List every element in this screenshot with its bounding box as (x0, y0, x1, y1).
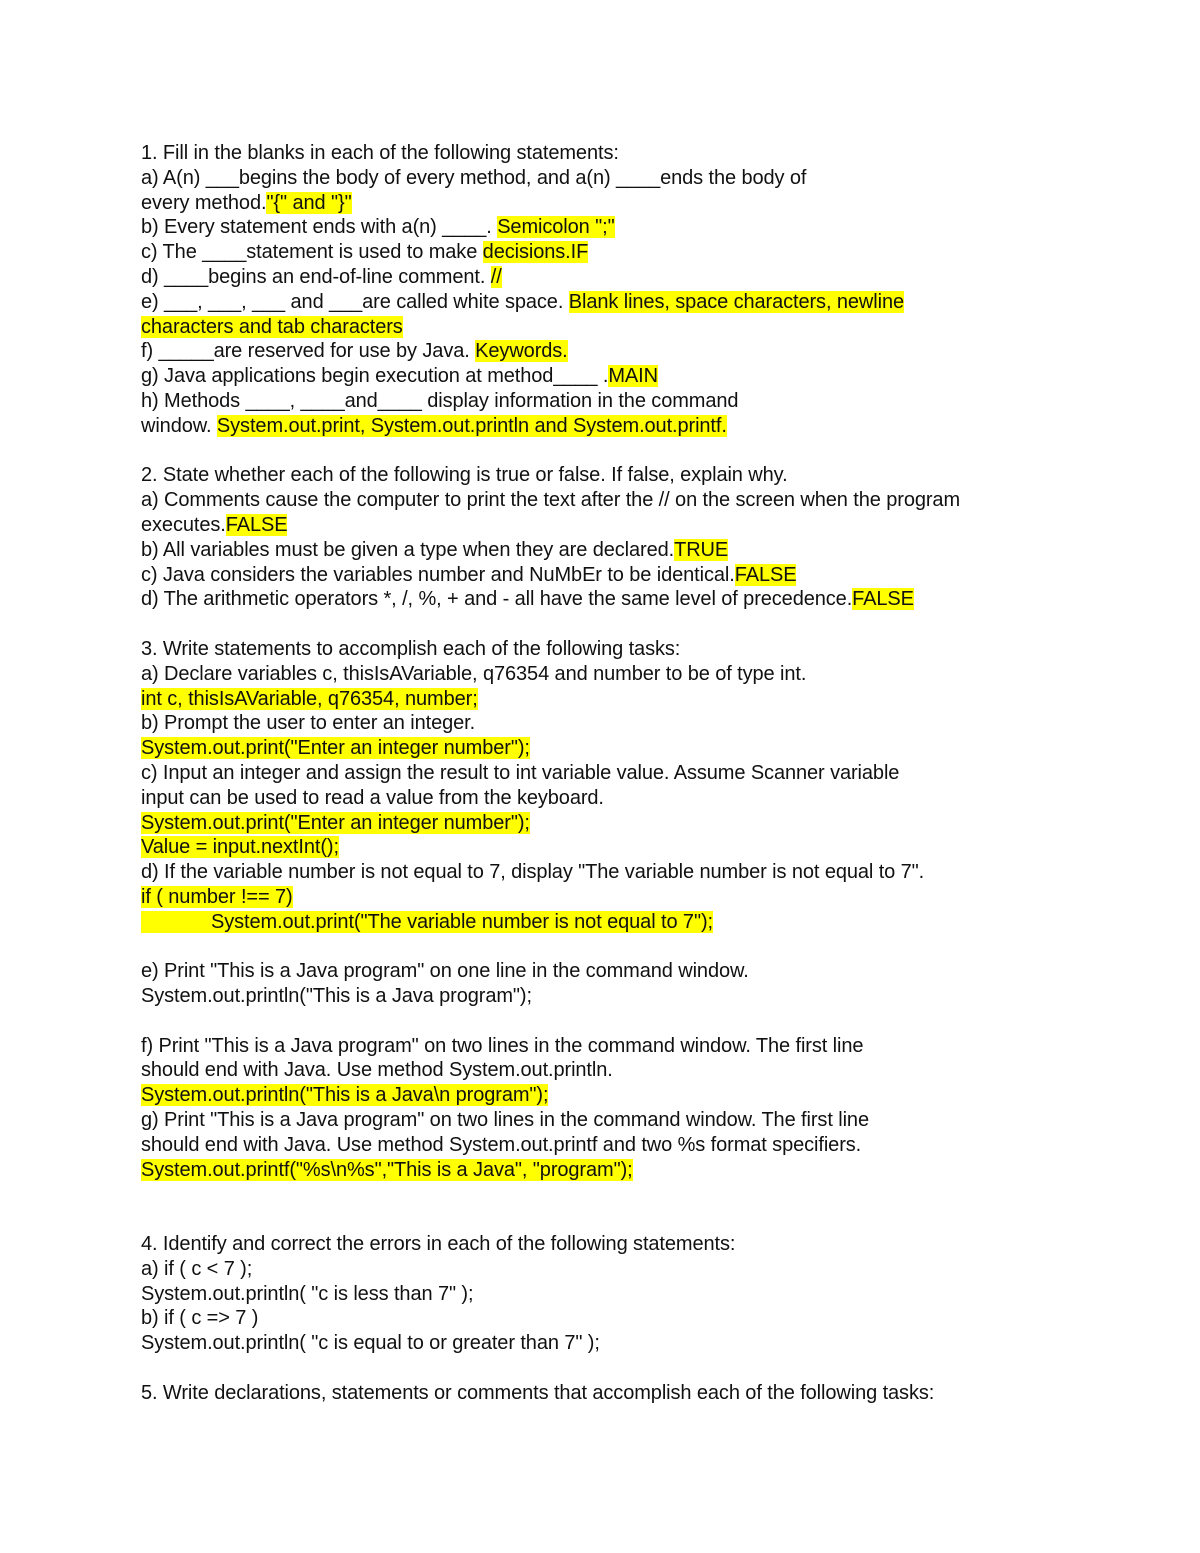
q3-c-line4 (141, 835, 1101, 860)
q3-d-answer-2: System.out.print("The variable number is not equal to 7"); (211, 910, 713, 933)
q2-a-question-cont: executes. (141, 513, 226, 536)
q3-g-question: g) Print "This is a Java program" on two lines in the command window. The first line (141, 1109, 869, 1132)
q3-heading: 3. Write statements to accomplish each of the following tasks: (141, 637, 681, 660)
spacer (141, 439, 1101, 464)
q1-h-answer: System.out.print, System.out.println and System.out.printf. (216, 414, 727, 437)
q1-a-answer: "{" and "}" (266, 191, 352, 214)
q2-d-answer: FALSE (852, 588, 914, 611)
q2-d-line (141, 587, 1101, 612)
q3-g-question-cont: should end with Java. Use method System.out.printf and two %s format specifiers. (141, 1133, 862, 1156)
q1-g-line (141, 364, 1101, 389)
q4-heading: 4. Identify and correct the errors in each of the following statements: (141, 1233, 736, 1256)
q1-d-question: d) ____begins an end-of-line comment. (141, 265, 491, 288)
q1-a-question: a) A(n) ___begins the body of every method, and a(n) ____ends the body of (141, 166, 807, 189)
q1-g-answer: MAIN (608, 365, 658, 388)
q3-f-line3 (141, 1083, 1101, 1108)
q3-f-question: f) Print "This is a Java program" on two lines in the command window. The first line (141, 1034, 864, 1057)
q1-e-question: e) ___, ___, ___ and ___are called white space. (141, 290, 569, 313)
q2-c-line (141, 563, 1101, 588)
q1-b-line (141, 215, 1101, 240)
q2-c-answer: FALSE (734, 563, 797, 586)
q3-d-answer-2-wrap (141, 911, 713, 933)
q1-c-line (141, 240, 1101, 265)
spacer (141, 1356, 1101, 1381)
q2-b-question: b) All variables must be given a type when they are declared. (141, 538, 675, 561)
q5-heading: 5. Write declarations, statements or comments that accomplish each of the following tasks: (141, 1381, 935, 1404)
q1-d-line (141, 265, 1101, 290)
q3-b-answer: System.out.print("Enter an integer number"); (141, 737, 530, 760)
q2-heading: 2. State whether each of the following is true or false. If false, explain why. (141, 464, 788, 487)
q3-b-line2 (141, 736, 1101, 761)
q3-d-line2 (141, 885, 1101, 910)
q1-c-question: c) The ____statement is used to make (141, 241, 483, 264)
q3-c-question: c) Input an integer and assign the result to int variable value. Assume Scanner variable (141, 761, 900, 784)
q3-a-line2 (141, 687, 1101, 712)
q3-d-question: d) If the variable number is not equal to 7, display "The variable number is not equal to 7". (141, 861, 925, 884)
spacer (141, 1009, 1101, 1034)
q4-b-statement: b) if ( c => 7 ) (141, 1307, 259, 1330)
q4-a-statement-cont: System.out.println( "c is less than 7" ); (141, 1282, 474, 1305)
q2-d-question: d) The arithmetic operators *, /, %, + and - all have the same level of precedence. (141, 588, 853, 611)
q3-c-line3 (141, 811, 1101, 836)
q3-c-answer-2: Value = input.nextInt(); (141, 836, 339, 859)
q1-f-answer: Keywords. (475, 340, 568, 363)
q1-b-question: b) Every statement ends with a(n) ____. (141, 216, 498, 239)
q3-b-question: b) Prompt the user to enter an integer. (141, 712, 476, 735)
q1-a-line2 (141, 191, 1101, 216)
q4-b-statement-cont: System.out.println( "c is equal to or greater than 7" ); (141, 1332, 600, 1355)
q3-d-answer-1: if ( number !== 7) (141, 885, 293, 908)
q4-a-statement: a) if ( c < 7 ); (141, 1257, 253, 1280)
spacer (141, 1182, 1101, 1207)
q1-h-question: h) Methods ____, ____and____ display information in the command (141, 389, 739, 412)
q1-h-question-cont: window. (141, 414, 217, 437)
spacer (141, 935, 1101, 960)
q3-f-question-cont: should end with Java. Use method System.out.println. (141, 1059, 613, 1082)
q3-a-question: a) Declare variables c, thisIsAVariable, q76354 and number to be of type int. (141, 662, 807, 685)
q3-g-line3 (141, 1158, 1101, 1183)
q1-f-question: f) _____are reserved for use by Java. (141, 340, 476, 363)
q2-a-question: a) Comments cause the computer to print the text after the // on the screen when the program (141, 489, 961, 512)
q1-c-answer: decisions.IF (482, 241, 589, 264)
q3-d-line3 (141, 910, 1101, 935)
q1-d-answer: // (490, 265, 502, 288)
spacer (141, 1207, 1101, 1232)
q2-b-line (141, 538, 1101, 563)
q1-heading: 1. Fill in the blanks in each of the following statements: (141, 142, 619, 164)
q3-g-answer: System.out.printf("%s\n%s","This is a Java", "program"); (141, 1158, 633, 1181)
document-body (141, 141, 1101, 1406)
q1-e-line (141, 290, 1101, 315)
q1-b-answer: Semicolon ";" (497, 216, 615, 239)
q3-e-answer: System.out.println("This is a Java program"); (141, 985, 532, 1008)
q3-a-answer: int c, thisIsAVariable, q76354, number; (141, 687, 478, 710)
q2-b-answer: TRUE (674, 538, 729, 561)
q3-c-question-cont: input can be used to read a value from the keyboard. (141, 786, 604, 809)
q1-f-line (141, 339, 1101, 364)
q1-e-line2 (141, 315, 1101, 340)
q1-h-line2 (141, 414, 1101, 439)
q3-c-answer-1: System.out.print("Enter an integer number"); (141, 811, 530, 834)
spacer (141, 612, 1101, 637)
q1-e-answer: Blank lines, space characters, newline (568, 290, 904, 313)
q2-a-line2 (141, 513, 1101, 538)
q1-g-question: g) Java applications begin execution at method____ . (141, 365, 609, 388)
q1-a-question-cont: every method. (141, 191, 267, 214)
q2-a-answer: FALSE (225, 513, 288, 536)
q2-c-question: c) Java considers the variables number and NuMbEr to be identical. (141, 563, 735, 586)
q3-e-question: e) Print "This is a Java program" on one line in the command window. (141, 960, 749, 983)
q3-f-answer: System.out.println("This is a Java\n program"); (141, 1084, 549, 1107)
q1-e-answer-cont: characters and tab characters (141, 315, 403, 338)
